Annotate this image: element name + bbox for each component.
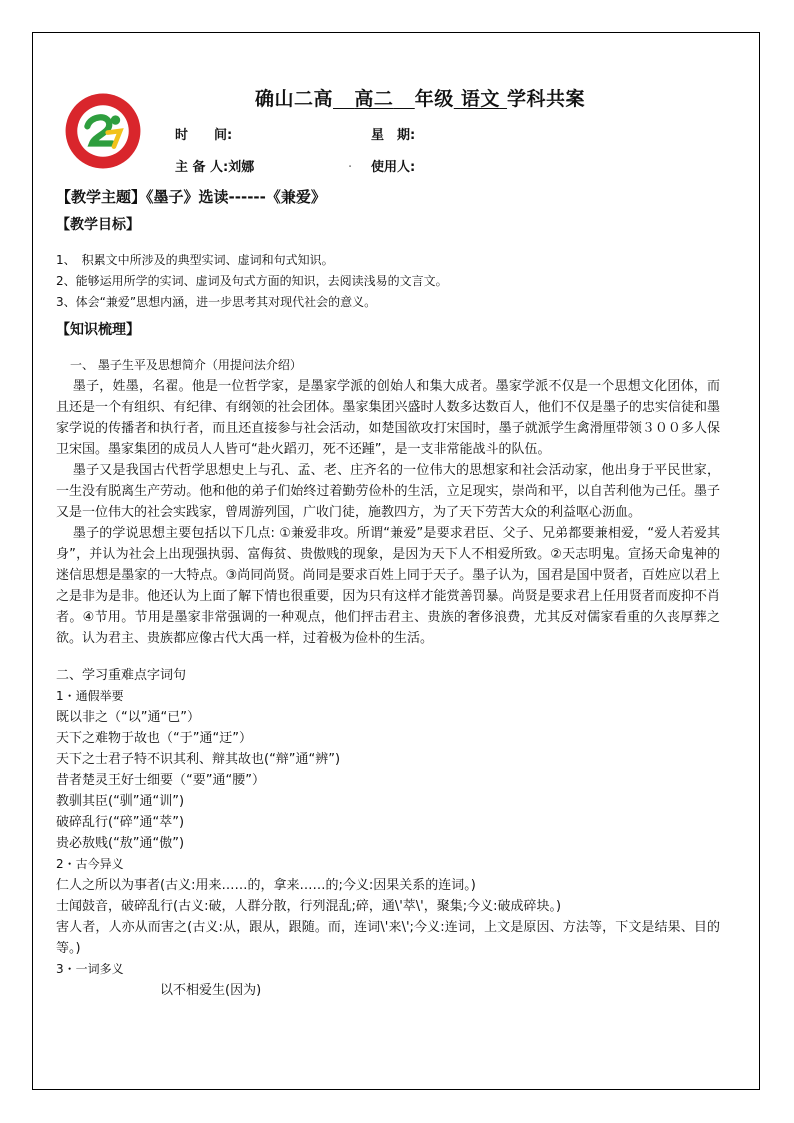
grade-value: 高二 — [354, 88, 394, 110]
tongjia-title: 1・通假举要 — [56, 689, 124, 703]
topic-value: 《墨子》选读------《兼爱》 — [146, 188, 326, 206]
yici-title: 3・一词多义 — [56, 962, 124, 976]
goal-item: 2、能够运用所学的实词、虚词及句式方面的知识，去阅读浅易的文言文。 — [56, 274, 448, 288]
tongjia-item: 贵必敖贱(“敖”通“傲”) — [56, 836, 185, 851]
page-title — [255, 84, 585, 111]
section-1-title: 一、 墨子生平及思想简介（用提问法介绍） — [70, 358, 302, 372]
separator-dot: . — [348, 156, 353, 171]
gujin-title: 2・古今异义 — [56, 857, 124, 871]
preparer-label: 主 备 人:刘娜 — [175, 160, 255, 175]
tongjia-item: 破碎乱行(“碎”通“萃”) — [56, 815, 185, 830]
document-body — [56, 186, 720, 1001]
school-logo-icon — [64, 92, 142, 170]
tongjia-item: 既以非之（“以”通“已”） — [56, 710, 200, 725]
bio-paragraph-3: 墨子的学说思想主要包括以下几点: ①兼爱非攻。所谓“兼爱”是要求君臣、父子、兄弟都要兼相爱，“爱人若爱其身”，并认为社会上出现强执弱、富侮贫、贵傲贱的现象，是因为天下人不相爱所致。②天志明鬼。宣扬天命鬼神的迷信思想是墨家的一大特点。③尚同尚贤。尚同是要求百姓上同于天子。墨子认为，国君是国中贤者，百姓应以君上之是非为是非。他还认为上面了解下情也很重要，因为只有这样才能赏善罚暴。尚贤是要求君上任用贤者而废抑不肖者。④节用。节用是墨家非常强调的一种观点，他们抨击君主、贵族的奢侈浪费，尤其反对儒家看重的久丧厚葬之欲。认为君主、贵族都应像古代大禹一样，过着极为俭朴的生活。 — [56, 526, 720, 646]
tongjia-item: 教驯其臣(“驯”通“训”) — [56, 794, 185, 809]
bio-paragraph-1: 墨子，姓墨，名翟。他是一位哲学家，是墨家学派的创始人和集大成者。墨家学派不仅是一个思想文化团体，而且还是一个有组织、有纪律、有纲领的社会团体。墨家集团兴盛时人数多达数百人，他们不仅是墨子的忠实信徒和墨家学说的传播者和执行者，而且还直接参与社会活动，如楚国欲攻打宋国时，墨子就派学生禽滑厘带领３００多人保卫宋国。墨家集团的成员人人皆可“赴火蹈刃，死不还踵”，是一支非常能战斗的队伍。 — [56, 379, 720, 457]
goal-item: 3、体会“兼爱”思想内涵，进一步思考其对现代社会的意义。 — [56, 295, 377, 309]
gujin-item: 仁人之所以为事者(古义:用来……的，拿来……的;今义:因果关系的连词。) — [56, 878, 476, 893]
tongjia-item: 昔者楚灵王好士细要（“要”通“腰”） — [56, 773, 265, 788]
grade-suffix: 年级 — [414, 88, 454, 110]
gujin-item: 害人者，人亦从而害之(古义:从，跟从，跟随。而，连词\'来\';今义:连词，上文是原因、方法等，下文是结果、目的等。) — [56, 920, 720, 956]
time-label: 时 间: — [175, 128, 233, 143]
weekday-label: 星 期: — [371, 128, 416, 143]
knowledge-heading: 【知识梳理】 — [56, 322, 140, 338]
tongjia-item: 天下之士君子特不识其利、辩其故也(“辩”通“辨”) — [56, 752, 341, 767]
doc-type: 学科共案 — [507, 88, 586, 110]
subject-value: 语文 — [460, 88, 500, 110]
user-label: 使用人: — [371, 160, 416, 175]
yici-item: 以不相爱生(因为) — [160, 983, 262, 998]
topic-label: 【教学主题】 — [56, 188, 147, 206]
gujin-item: 士闻鼓音，破碎乱行(古义:破，人群分散，行列混乱;碎，通\'萃\'，聚集;今义:破成碎块。) — [56, 899, 562, 914]
school-name: 确山二高 — [255, 88, 334, 110]
goal-item: 1、 积累文中所涉及的典型实词、虚词和句式知识。 — [56, 253, 334, 267]
bio-paragraph-2: 墨子又是我国古代哲学思想史上与孔、孟、老、庄齐名的一位伟大的思想家和社会活动家，他出身于平民世家，一生没有脱离生产劳动。他和他的弟子们始终过着勤劳俭朴的生活，立足现实，崇尚和平，以自苦利他为己任。墨子又是一位伟大的社会实践家，曾周游列国，广收门徒，施教四方，为了天下劳苦大众的利益呕心沥血。 — [56, 463, 720, 520]
topic-line — [56, 186, 720, 208]
tongjia-item: 天下之难物于故也（“于”通“迂”） — [56, 731, 252, 746]
section-2-title: 二、学习重难点字词句 — [56, 668, 187, 683]
goals-heading: 【教学目标】 — [56, 217, 140, 233]
preparer-name: 刘娜 — [228, 160, 255, 175]
